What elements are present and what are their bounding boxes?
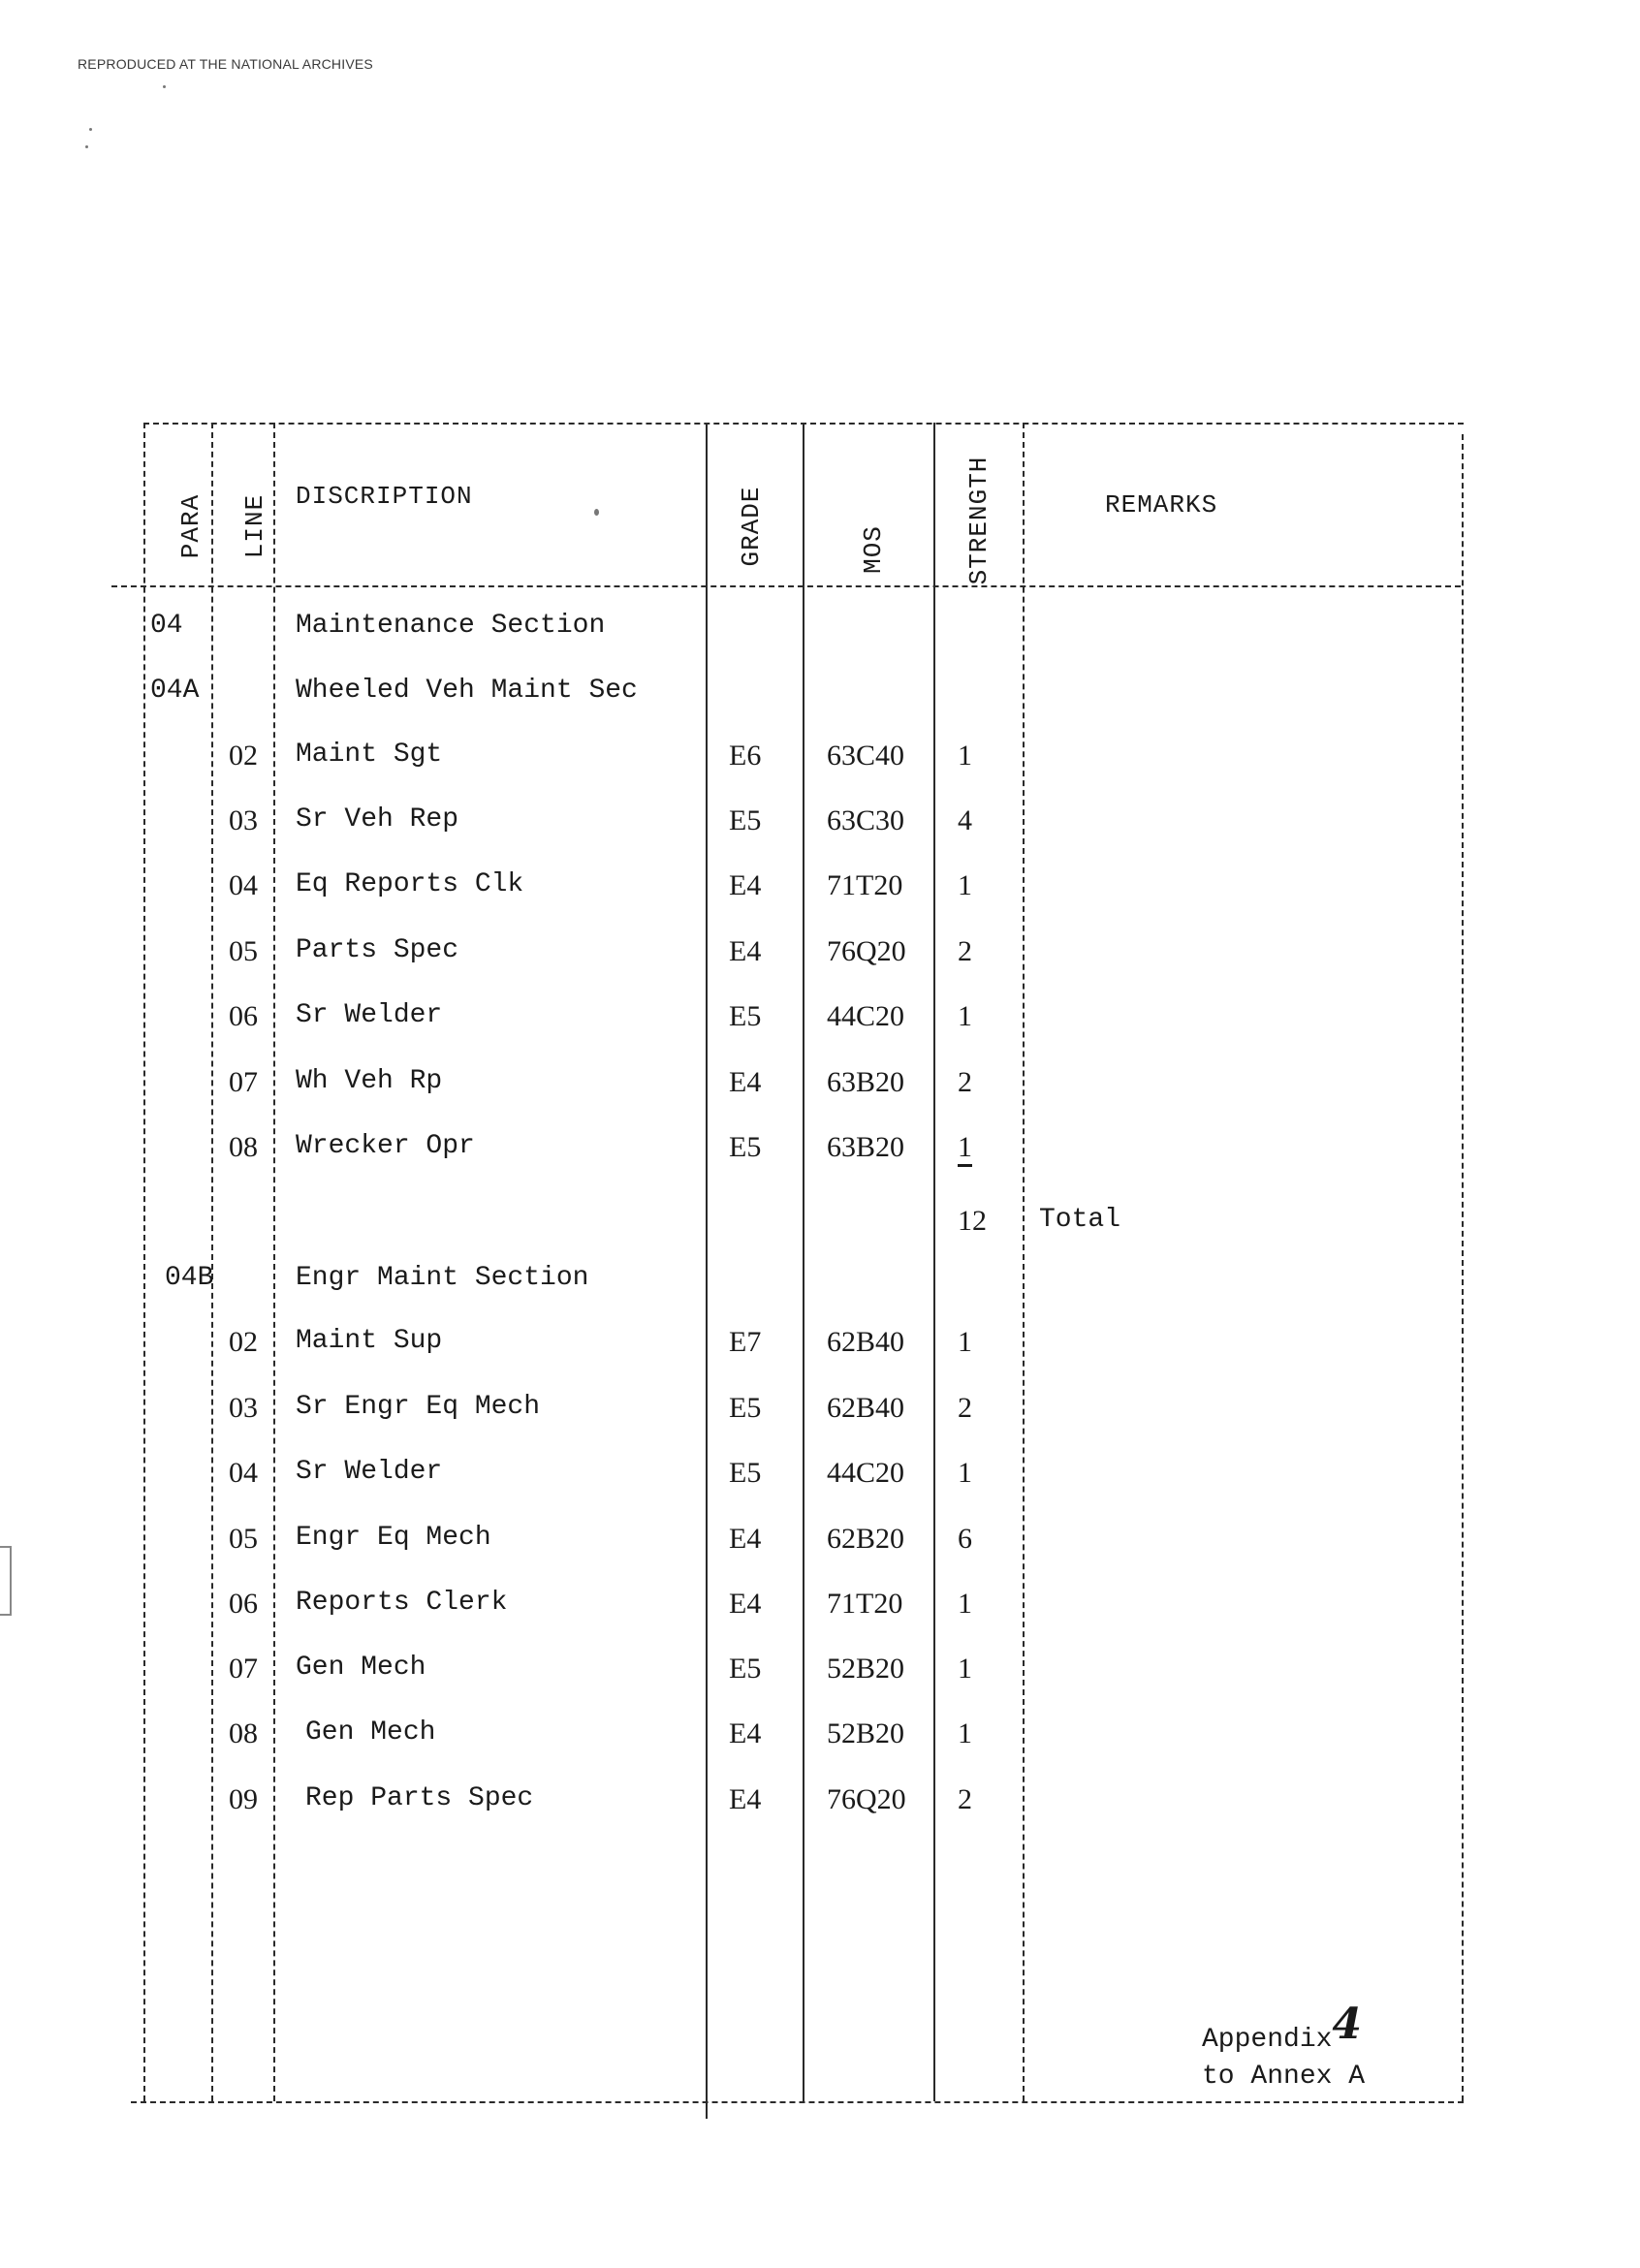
cell-description: Eq Reports Clk	[296, 869, 524, 899]
cell-para: 04B	[165, 1263, 214, 1293]
cell-mos: 63B20	[827, 1131, 905, 1163]
cell-description: Engr Maint Section	[296, 1263, 589, 1293]
archive-stamp: REPRODUCED AT THE NATIONAL ARCHIVES	[78, 56, 373, 72]
cell-mos: 76Q20	[827, 1783, 906, 1815]
cell-strength: 2	[958, 1066, 972, 1098]
cell-grade: E4	[729, 935, 762, 967]
col-line-mos	[933, 423, 935, 2101]
cell-description: Gen Mech	[296, 1653, 426, 1683]
header-para: PARA	[176, 493, 205, 559]
cell-line: 08	[229, 1131, 258, 1163]
cell-description: Maint Sup	[296, 1326, 443, 1356]
cell-description: Wrecker Opr	[296, 1131, 475, 1161]
cell-line: 09	[229, 1783, 258, 1815]
cell-mos: 52B20	[827, 1717, 905, 1749]
cell-line: 06	[229, 1000, 258, 1032]
cell-mos: 76Q20	[827, 935, 906, 967]
header-strength: STRENGTH	[964, 456, 993, 585]
col-line-description	[706, 423, 708, 2119]
appendix-label: Appendix	[1202, 2025, 1333, 2055]
cell-description: Parts Spec	[296, 935, 459, 965]
cell-strength: 1	[958, 1653, 972, 1685]
cell-grade: E5	[729, 1131, 762, 1163]
cell-description: Engr Eq Mech	[296, 1523, 491, 1553]
cell-line: 02	[229, 1326, 258, 1358]
cell-grade: E5	[729, 1653, 762, 1685]
col-line-right	[1462, 434, 1464, 2101]
cell-line: 05	[229, 935, 258, 967]
appendix-note	[1202, 2000, 1366, 2095]
cell-line: 04	[229, 869, 258, 901]
header-divider	[111, 585, 1461, 587]
col-line-strength	[1023, 423, 1025, 2101]
cell-line: 07	[229, 1066, 258, 1098]
cell-mos: 63B20	[827, 1066, 905, 1098]
cell-grade: E4	[729, 1588, 762, 1620]
col-line-grade	[803, 423, 804, 2101]
cell-para: 04A	[150, 676, 200, 706]
cell-description: Maintenance Section	[296, 611, 606, 641]
cell-line: 08	[229, 1717, 258, 1749]
cell-strength: 1	[958, 1000, 972, 1032]
cell-grade: E5	[729, 1457, 762, 1489]
cell-description: Rep Parts Spec	[305, 1783, 534, 1813]
scan-speck	[594, 509, 599, 516]
cell-mos: 63C40	[827, 740, 905, 772]
cell-description: Reports Clerk	[296, 1588, 508, 1618]
cell-grade: E4	[729, 1783, 762, 1815]
col-line-left	[143, 423, 145, 2101]
cell-strength: 1	[958, 1457, 972, 1489]
col-line-line	[273, 423, 275, 2101]
cell-line: 04	[229, 1457, 258, 1489]
cell-mos: 63C30	[827, 804, 905, 836]
appendix-line	[1202, 2000, 1365, 2059]
scan-edge-mark	[0, 1546, 12, 1616]
cell-description: Gen Mech	[305, 1717, 436, 1748]
cell-strength: 2	[958, 1392, 972, 1424]
cell-strength: 4	[958, 804, 972, 836]
cell-line: 05	[229, 1523, 258, 1555]
cell-grade: E6	[729, 740, 762, 772]
cell-description: Maint Sgt	[296, 740, 443, 770]
cell-grade: E4	[729, 869, 762, 901]
cell-mos: 71T20	[827, 1588, 903, 1620]
cell-strength: 1	[958, 869, 972, 901]
cell-strength: 1	[958, 1326, 972, 1358]
cell-line: 07	[229, 1653, 258, 1685]
cell-strength: 1	[958, 740, 972, 772]
header-remarks: REMARKS	[1105, 490, 1218, 520]
cell-grade: E5	[729, 1000, 762, 1032]
scan-speck	[85, 145, 88, 148]
cell-grade: E7	[729, 1326, 762, 1358]
cell-description: Sr Welder	[296, 1000, 443, 1030]
cell-line: 03	[229, 804, 258, 836]
header-description: DISCRIPTION	[296, 482, 473, 511]
header-mos: MOS	[859, 525, 888, 574]
cell-strength: 1	[958, 1717, 972, 1749]
cell-mos: 62B20	[827, 1523, 905, 1555]
appendix-number: 4	[1332, 2000, 1363, 2049]
cell-line: 03	[229, 1392, 258, 1424]
cell-mos: 62B40	[827, 1326, 905, 1358]
cell-grade: E4	[729, 1523, 762, 1555]
cell-strength: 1	[958, 1131, 972, 1163]
cell-grade: E5	[729, 1392, 762, 1424]
cell-description: Sr Engr Eq Mech	[296, 1392, 541, 1422]
scan-speck	[89, 128, 92, 131]
annex-line: to Annex A	[1202, 2062, 1366, 2092]
cell-para: 04	[150, 611, 183, 641]
cell-strength: 2	[958, 1783, 972, 1815]
cell-mos: 71T20	[827, 869, 903, 901]
cell-remarks: Total	[1039, 1205, 1121, 1235]
cell-strength: 12	[958, 1205, 987, 1237]
cell-strength: 1	[958, 1588, 972, 1620]
cell-line: 02	[229, 740, 258, 772]
table-bottom-border	[131, 2101, 1464, 2103]
header-line: LINE	[240, 493, 269, 559]
cell-grade: E4	[729, 1066, 762, 1098]
header-grade: GRADE	[737, 486, 766, 567]
cell-description: Sr Veh Rep	[296, 804, 459, 835]
scan-speck	[163, 85, 166, 88]
cell-mos: 52B20	[827, 1653, 905, 1685]
cell-description: Wheeled Veh Maint Sec	[296, 676, 638, 706]
cell-mos: 44C20	[827, 1457, 905, 1489]
cell-description: Wh Veh Rp	[296, 1066, 443, 1096]
cell-grade: E5	[729, 804, 762, 836]
cell-grade: E4	[729, 1717, 762, 1749]
cell-line: 06	[229, 1588, 258, 1620]
cell-mos: 62B40	[827, 1392, 905, 1424]
col-line-para	[211, 423, 213, 2101]
cell-description: Sr Welder	[296, 1457, 443, 1487]
cell-mos: 44C20	[827, 1000, 905, 1032]
cell-strength: 2	[958, 935, 972, 967]
cell-strength: 6	[958, 1523, 972, 1555]
